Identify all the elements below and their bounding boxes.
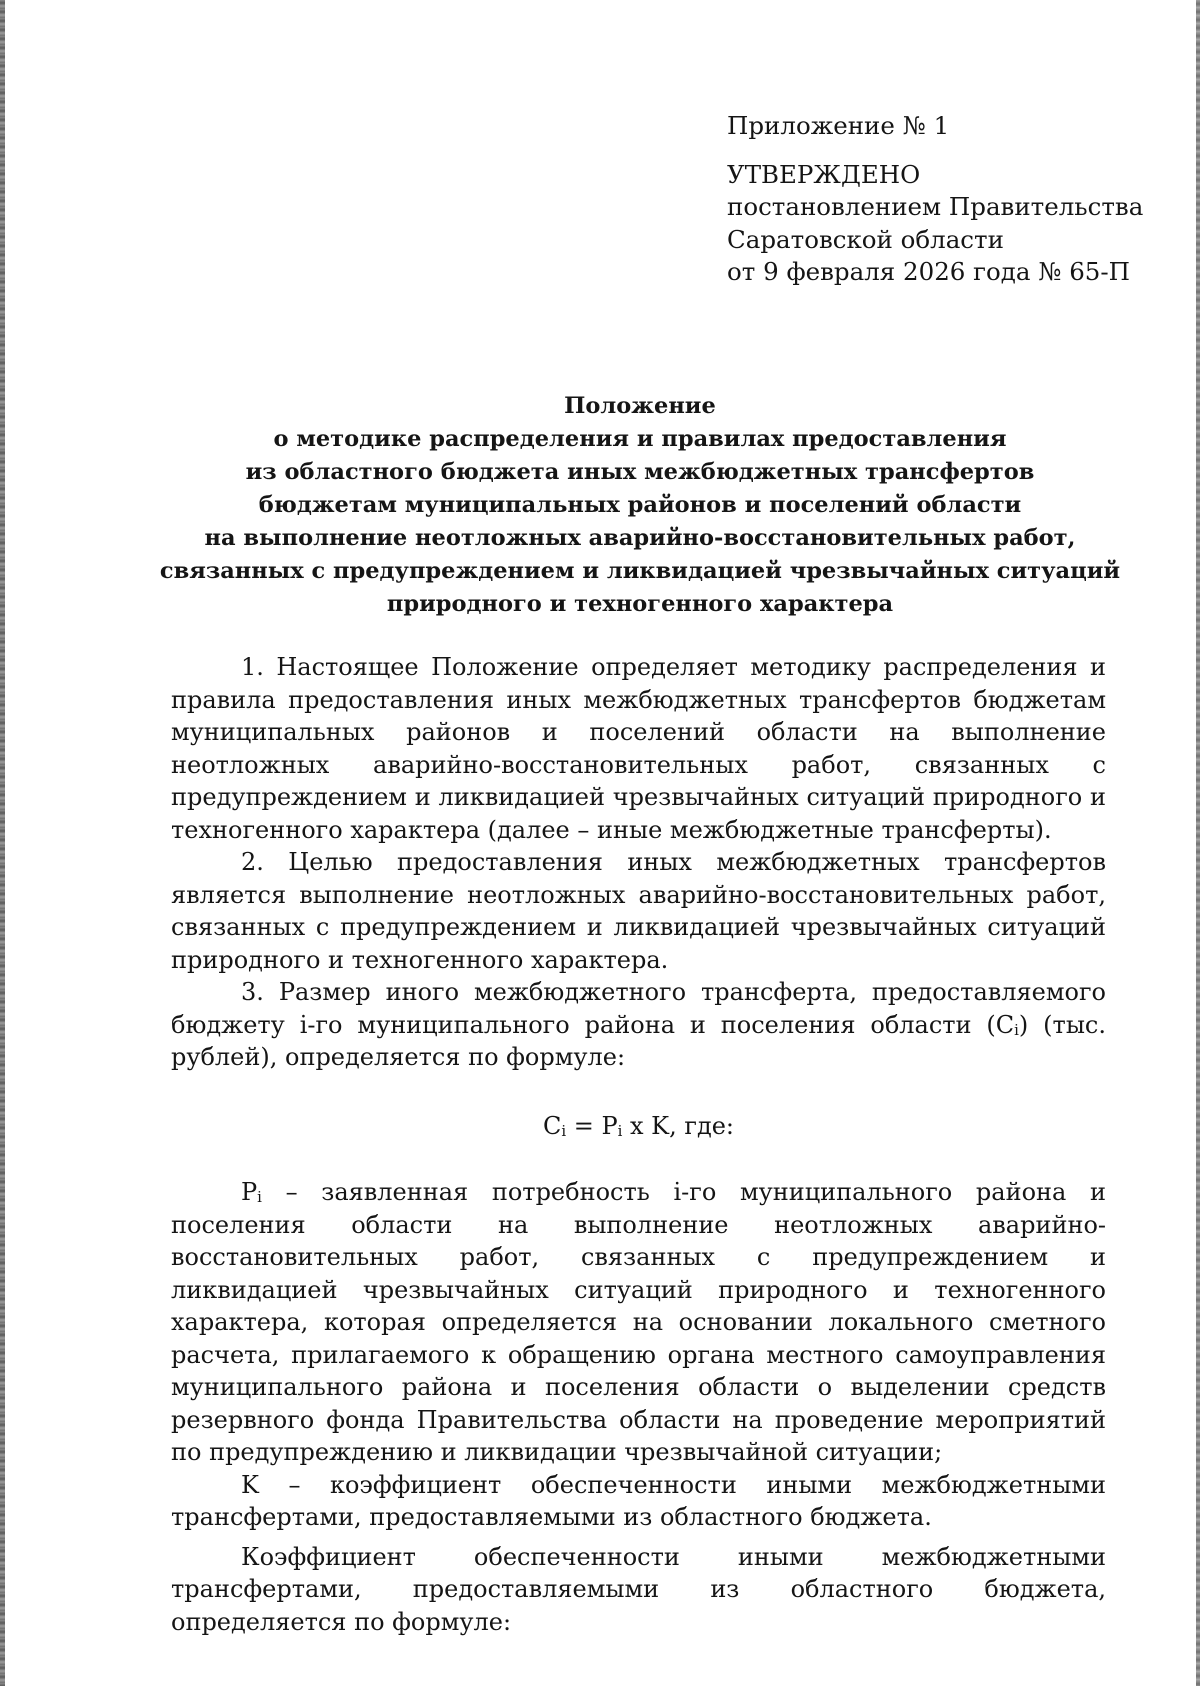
paragraph-3 [171,976,1106,1074]
title-line: на выполнение неотложных аварийно-восстановительных работ, [204,525,1076,551]
paragraph-3-text: 3. Размер иного межбюджетного трансферта, предоставляемого бюджету i-го муниципального района и поселения области (C [171,978,1106,1039]
scan-edge-left [0,0,5,1686]
approval-block [727,110,1157,289]
formula-c: C [542,1111,562,1140]
paragraph-k-definition: K – коэффициент обеспеченности иными межбюджетными трансфертами, предоставляемыми из областного бюджета. [171,1470,1106,1531]
title-line: бюджетам муниципальных районов и поселений области [258,492,1022,518]
pi-definition-text: – заявленная потребность i-го муниципального района и поселения области на выполнение неотложных аварийно-восстановительных работ, связанных с предупреждением и ликвидацией чрезвычайных ситуаций природного и техногенного характера, которая определяется на основании локального сметного расчета, прилагаемого к обращению органа местного самоуправления муниципального района и поселения области о выделении средств резервного фонда Правительства области на проведение мероприятий по предупреждению и ликвидации чрезвычайной ситуации; [171,1178,1106,1466]
document-title [150,390,1130,621]
approval-line: постановлением Правительства [727,192,1144,221]
formula-ci [171,1110,1106,1143]
title-line: Положение [564,393,716,419]
approval-line: Саратовской области [727,224,1004,254]
title-line: связанных с предупреждением и ликвидацией чрезвычайных ситуаций [159,558,1121,584]
formula-rest: x K, где: [622,1111,735,1140]
subscript-i: i [561,1121,567,1140]
formula-eq: = P [566,1111,618,1140]
approved-stamp-text: УТВЕРЖДЕНО [727,159,921,189]
title-line: природного и техногенного характера [386,591,894,617]
subscript-i: i [617,1121,623,1140]
appendix-number: Приложение № 1 [727,111,950,140]
paragraph-coefficient: Коэффициент обеспеченности иными межбюджетными трансфертами, предоставляемыми из областного бюджета, определяется по формуле: [171,1542,1106,1636]
paragraph-3-text-end: ) (тыс. рублей), определяется по формуле: [171,1010,1106,1071]
paragraph-1: 1. Настоящее Положение определяет методику распределения и правила предоставления иных межбюджетных трансфертов бюджетам муниципальных районов и поселений области на выполнение неотложных аварийно-восстановительных работ, связанных с предупреждением и ликвидацией чрезвычайных ситуаций природного и техногенного характера (далее – иные межбюджетные трансферты). [171,653,1106,844]
title-line: из областного бюджета иных межбюджетных трансфертов [245,459,1035,485]
subscript-i: i [1014,1020,1019,1039]
approval-date-line: от 9 февраля 2026 года № 65-П [727,257,1131,286]
var-p: P [241,1178,258,1206]
document-body [171,651,1106,1638]
subscript-i: i [257,1188,262,1207]
scan-edge-right [1196,0,1200,1686]
title-line: о методике распределения и правилах предоставления [273,426,1007,452]
paragraph-2: 2. Целью предоставления иных межбюджетных трансфертов является выполнение неотложных аварийно-восстановительных работ, связанных с предупреждением и ликвидацией чрезвычайных ситуаций природного и техногенного характера. [171,848,1106,974]
paragraph-pi-definition [171,1176,1106,1469]
